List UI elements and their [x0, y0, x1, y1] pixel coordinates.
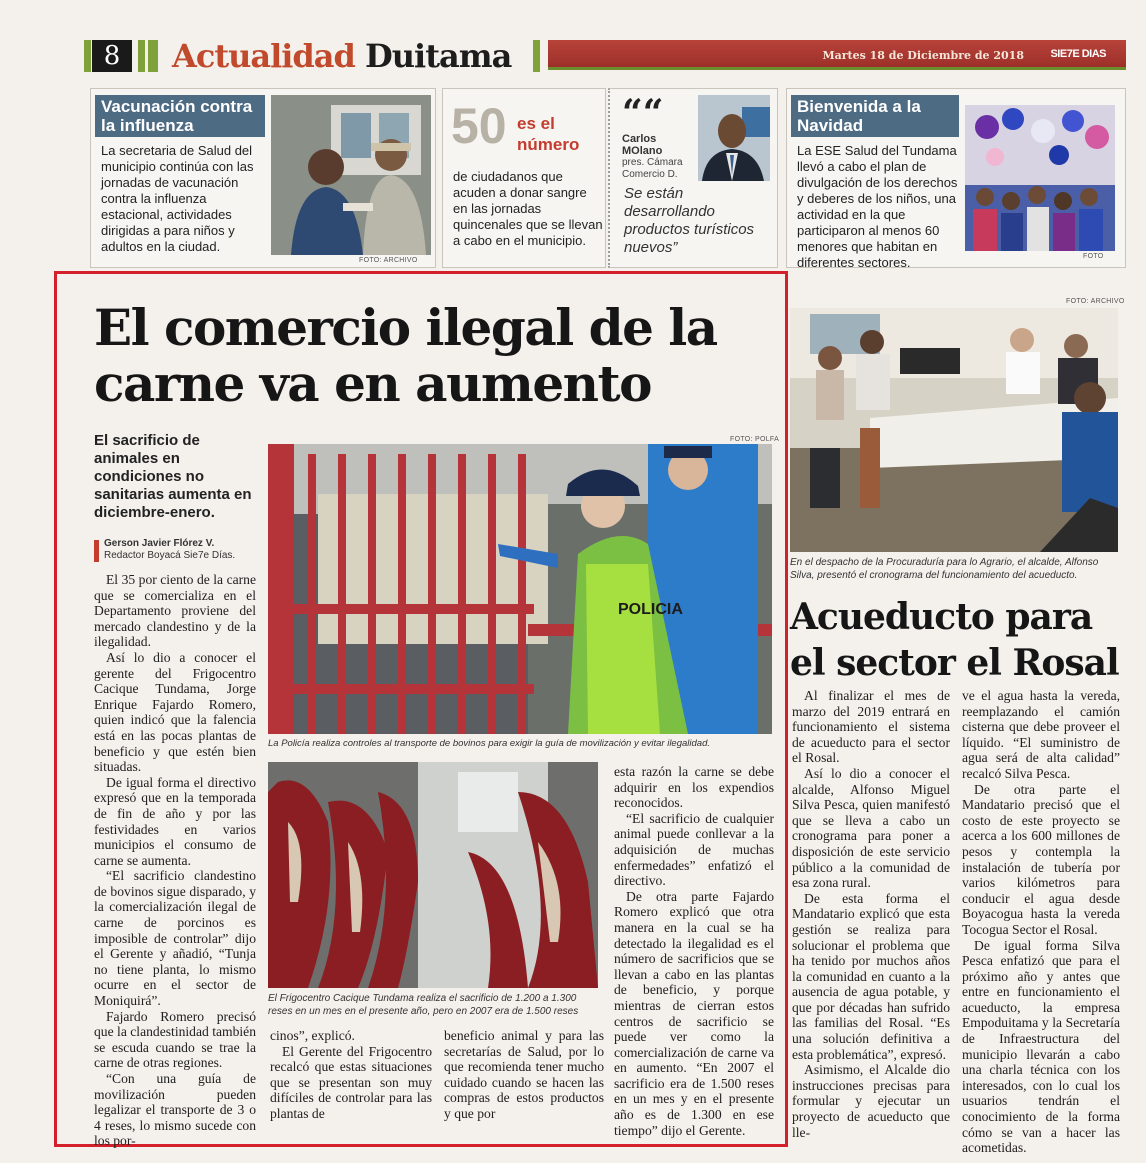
photo-meat-storage [268, 762, 598, 988]
paragraph: “Con una guía de movilización pueden legalizar el transporte de 3 o 4 reses, lo mismo sucede con los por- [94, 1071, 256, 1149]
brief-vacunacion-text: La secretaria de Salud del municipio continúa con las jornadas de vacunación contra la influenza estacional, actividades dirigidas a para niños y adultos en la ciudad. [101, 143, 254, 254]
header-accent [138, 40, 145, 72]
photo-meeting-caption: En el despacho de la Procuraduría para lo Agrario, el alcalde, Alfonso Silva, presentó el cronograma del funcionamiento del acueducto. [790, 557, 1099, 581]
main-deck: El sacrificio de animales en condiciones no sanitarias aumenta en diciembre-enero. [94, 432, 252, 521]
paragraph: De esta forma el Mandatario explicó que esta gestión se realiza para solucionar el problema que ha tenido por muchos años la comunidad en cuanto a la ausencia de agua potable, y que por décadas han sufrido las familias del Rosal. “Es una solución definitiva a esta problemática”, expresó. [792, 890, 950, 1062]
photo-police-credit: FOTO: POLFA [730, 436, 780, 443]
paragraph: De igual forma Silva Pesca enfatizó que para el próximo año y antes que entre en funcionamiento el acueducto, la empresa Empoduitama y la Secretaría de Infraestructura del municipio llevarán a cabo una charla técnica con los interesados, con lo cual los usuarios tendrán el conocimiento de la forma cómo se van a hacer las acometidas. [962, 937, 1120, 1156]
paragraph: cinos”, explicó. [270, 1028, 355, 1043]
photo-christmas-credit: FOTO [1083, 253, 1104, 260]
paragraph: De otra parte el Mandatario precisó que el costo de este proyecto se acerca a los 600 millones de pesos y contempla la instalación de tubería por varios kilómetros para conducir el agua desde Boyacogua hasta la vereda Tocogua Sector el Rosal. [962, 781, 1120, 937]
brief-numero [442, 88, 606, 268]
photo-vaccination [271, 95, 431, 255]
paragraph: beneficio animal y para las secretarías de Salud, por lo que recomienda tener mucho cuidado cuando se hacen las compras de estos productos y que por [444, 1028, 604, 1121]
quote-text: Se están desarrollando productos turísticos nuevos” [624, 185, 755, 256]
stat-number: 50 [451, 98, 507, 154]
main-article-col4 [614, 764, 774, 1138]
photo-portrait [698, 95, 770, 181]
brief-navidad-text: La ESE Salud del Tundama llevó a cabo el plan de divulgación de los derechos y deberes de los niños, una actividad en la que participaron al menos 60 menores que habitan en diferentes sectores. [797, 143, 958, 270]
section-title-part2: Duitama [365, 37, 512, 75]
photo-christmas-children [965, 105, 1115, 251]
paragraph: ve el agua hasta la vereda, reemplazando el camión cisterna que debe proveer el líquido. “El suministro de agua será de alta calidad” recalcó Silva Pesca. [962, 688, 1120, 781]
quote-author-name: Carlos MOlano [622, 133, 663, 157]
second-article-col1 [792, 688, 950, 1140]
header-accent-3 [533, 40, 540, 72]
stat-label: es el número [517, 114, 580, 154]
main-article-col3 [444, 1028, 604, 1122]
paragraph: Así lo dio a conocer el alcalde, Alfonso Miguel Silva Pesca, quien manifestó que se lleva a cabo un cronograma para poner a disposición de este servicio público a la comunidad de esa zona rural. [792, 765, 950, 891]
paragraph: Asimismo, el Alcalde dio instrucciones precisas para formular y ejecutar un proyecto de acueducto que lle- [792, 1062, 950, 1140]
paragraph: De igual forma el directivo expresó que en la temporada de fin de año y por las festividades en varios municipios el consumo de carne se aumenta. [94, 774, 256, 868]
section-title [172, 37, 511, 75]
paragraph: Fajardo Romero precisó que la clandestinidad también se escuda cuando se trae la carne de otras regiones. [94, 1008, 256, 1071]
stat-text: de ciudadanos que acuden a donar sangre en las jornadas quincenales que se llevan a cabo en el municipio. [453, 169, 603, 248]
photo-police-inspection [268, 444, 772, 734]
header-accent-left [84, 40, 91, 72]
byline-role: Redactor Boyacá Sie7e Días. [104, 550, 236, 561]
byline-marker [94, 540, 99, 562]
paragraph: El Gerente del Frigocentro recalcó que estas situaciones que se presentan son muy difíciles de controlar para las plantas de [270, 1043, 432, 1121]
photo-meeting-credit: FOTO: ARCHIVO [1066, 298, 1125, 305]
photo-meat-caption: El Frigocentro Cacique Tundama realiza el sacrificio de 1.200 a 1.300 reses en un mes en el presente año, pero en 2007 era de 1.500 reses [268, 993, 579, 1017]
second-article-col2 [962, 688, 1120, 1156]
svg-text:POLICIA: POLICIA [618, 601, 683, 618]
paragraph: Así lo dio a conocer el gerente del Frigocentro Cacique Tundama, Jorge Enrique Fajardo Romero, quien indicó que la falencia está en las pocas plantas de beneficio y que estén bien situadas. [94, 649, 256, 775]
second-headline: Acueducto para el sector el Rosal [790, 596, 1119, 684]
brief-quote [608, 88, 778, 268]
main-article-col2 [270, 1028, 432, 1122]
paragraph: Al finalizar el mes de marzo del 2019 entrará en funcionamiento el sistema de acueducto para el sector el Rosal. [792, 688, 950, 766]
main-article-col1 [94, 572, 256, 1149]
byline-author: Gerson Javier Flórez V. [104, 538, 215, 549]
brief-vacunacion-title: Vacunación contra la influenza [95, 95, 265, 137]
photo-meeting [790, 308, 1118, 552]
brief-vacunacion [90, 88, 436, 268]
photo-vaccination-credit: FOTO: ARCHIVO [359, 257, 418, 264]
brief-navidad [786, 88, 1126, 268]
quote-mark-icon: ““ [622, 92, 664, 134]
section-title-part1: Actualidad [172, 37, 355, 75]
paragraph: “El sacrificio de cualquier animal puede conllevar a la adquisición de muchas enfermedades” enfatizó el directivo. [614, 810, 774, 889]
paragraph: esta razón la carne se debe adquirir en los expendios reconocidos. [614, 764, 774, 811]
paragraph: De otra parte Fajardo Romero explicó que otra manera en la cual se ha detectado la ilegalidad es el número de sacrificios que se llevan a cabo en las plantas de beneficio, y porque mientras de cierran estos centros de sacrificio se puede ver como la comercialización de carne va en aumento. “En 2007 el sacrificio era de 1.500 reses en un mes y en el presente año es de 1.300 en ese tiempo” dijo el Gerente. [614, 888, 774, 1138]
brief-navidad-title: Bienvenida a la Navidad [791, 95, 959, 137]
page-number: 8 [92, 40, 132, 72]
main-headline: El comercio ilegal de la carne va en aumento [94, 298, 717, 413]
header [0, 0, 1146, 80]
issue-date: Martes 18 de Diciembre de 2018 [822, 49, 1024, 62]
photo-police-caption: La Policía realiza controles al transporte de bovinos para exigir la guía de movilización y evitar ilegalidad. [268, 738, 710, 749]
paragraph: El 35 por ciento de la carne que se comercializa en el Departamento proviene del mercado clandestino y de la ilegalidad. [94, 572, 256, 650]
paragraph: “El sacrificio clandestino de bovinos sigue disparado, y la comercialización ilegal de carne de porcinos es imposible de controlar” dijo el Gerente y añadió, “Tunja no tiene planta, lo mismo ocurre en el sector de Moniquirá”. [94, 868, 256, 1009]
quote-author-role: pres. Cámara Comercio D. [622, 157, 683, 180]
header-accent-2 [148, 40, 158, 72]
brand-logo: SIE7E DIAS [1050, 48, 1106, 60]
